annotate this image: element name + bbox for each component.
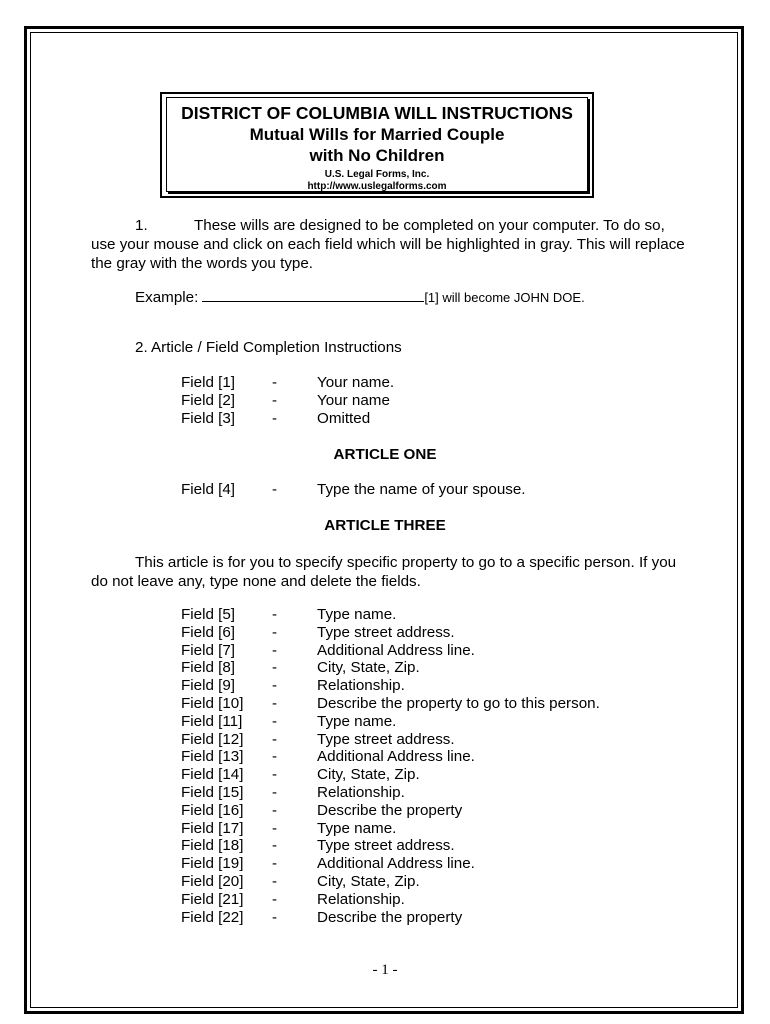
field-description: Relationship.	[317, 890, 405, 908]
field-dash: -	[272, 855, 278, 873]
field-label: Field [13]	[181, 748, 244, 766]
field-description: City, State, Zip.	[317, 872, 420, 890]
field-dash: -	[272, 801, 278, 819]
field-dash: -	[272, 837, 278, 855]
field-label: Field [16]	[181, 801, 244, 819]
field-label: Field [14]	[181, 766, 244, 784]
field-description: Describe the property to go to this person.	[317, 694, 600, 712]
field-dash: -	[272, 481, 278, 498]
section1-number: 1.	[135, 217, 148, 234]
section1-paragraph	[91, 216, 691, 273]
field-dash: -	[272, 623, 278, 641]
field-label: Field [4]	[181, 481, 236, 498]
field-description: Your name.	[317, 374, 395, 391]
field-dash: -	[272, 872, 278, 890]
field-dash: -	[272, 694, 278, 712]
document-subtitle-line2: with No Children	[309, 146, 445, 165]
field-dash: -	[272, 748, 278, 766]
field-label: Field [2]	[181, 391, 236, 409]
field-label: Field [3]	[181, 409, 236, 427]
field-description: Additional Address line.	[317, 748, 475, 766]
article-one-heading: ARTICLE ONE	[333, 446, 437, 463]
field-label: Field [7]	[181, 641, 236, 659]
field-label: Field [9]	[181, 677, 236, 695]
field-label: Field [12]	[181, 730, 244, 748]
field-description: Type street address.	[317, 730, 455, 748]
field-dash: -	[272, 712, 278, 730]
document-title: DISTRICT OF COLUMBIA WILL INSTRUCTIONS	[181, 103, 573, 123]
field-description: Type the name of your spouse.	[317, 481, 526, 498]
field-label: Field [22]	[181, 908, 244, 926]
company-name: U.S. Legal Forms, Inc.	[324, 169, 430, 180]
field-label: Field [20]	[181, 872, 244, 890]
section1-text-line1: These wills are designed to be completed on your computer. To do so,	[194, 217, 665, 234]
field-label: Field [5]	[181, 606, 236, 623]
field-description: Describe the property	[317, 801, 463, 819]
example-line	[135, 287, 585, 306]
field-dash: -	[272, 391, 278, 409]
example-suffix: [1] will become JOHN DOE.	[424, 290, 585, 305]
field-label: Field [17]	[181, 819, 244, 837]
field-description: Describe the property	[317, 908, 463, 926]
field-label: Field [1]	[181, 374, 236, 391]
section1-text-rest: use your mouse and click on each field which will be highlighted in gray. This will replace the gray with the words you type.	[91, 236, 685, 272]
field-dash: -	[272, 908, 278, 926]
field-label: Field [19]	[181, 855, 244, 873]
field-label: Field [8]	[181, 659, 236, 677]
title-box	[166, 97, 588, 192]
article-three-intro-line1: This article is for you to specify specific property to go to a specific person. If you	[135, 554, 677, 571]
field-description: Additional Address line.	[317, 641, 475, 659]
field-description: Relationship.	[317, 677, 405, 695]
field-dash: -	[272, 677, 278, 695]
field-dash: -	[272, 409, 278, 427]
field-dash: -	[272, 641, 278, 659]
field-dash: -	[272, 730, 278, 748]
field-label: Field [15]	[181, 783, 244, 801]
field-description: Omitted	[317, 409, 371, 427]
field-dash: -	[272, 783, 278, 801]
field-description: City, State, Zip.	[317, 659, 420, 677]
field-dash: -	[272, 374, 278, 391]
field-description: Type street address.	[317, 837, 455, 855]
field-label: Field [6]	[181, 623, 236, 641]
field-label: Field [11]	[181, 712, 243, 730]
field-dash: -	[272, 890, 278, 908]
field-label: Field [10]	[181, 694, 244, 712]
field-dash: -	[272, 766, 278, 784]
field-description: Type street address.	[317, 623, 455, 641]
example-label: Example:	[135, 289, 199, 306]
document-subtitle-line1: Mutual Wills for Married Couple	[249, 125, 505, 144]
field-description: Your name	[317, 391, 390, 409]
field-description: Type name.	[317, 606, 397, 623]
field-description: Type name.	[317, 712, 397, 730]
article-three-intro-line2: do not leave any, type none and delete the fields.	[91, 573, 421, 590]
field-description: City, State, Zip.	[317, 766, 420, 784]
field-description: Type name.	[317, 819, 397, 837]
field-description: Relationship.	[317, 783, 405, 801]
page-number: - 1 -	[372, 962, 398, 978]
company-website: http://www.uslegalforms.com	[307, 181, 447, 192]
field-dash: -	[272, 606, 278, 623]
field-label: Field [18]	[181, 837, 244, 855]
article-three-intro	[91, 553, 711, 591]
section2-heading: 2. Article / Field Completion Instructions	[135, 339, 402, 356]
field-description: Additional Address line.	[317, 855, 475, 873]
field-label: Field [21]	[181, 890, 244, 908]
example-blank	[202, 287, 424, 302]
field-dash: -	[272, 819, 278, 837]
field-dash: -	[272, 659, 278, 677]
article-three-heading: ARTICLE THREE	[324, 517, 446, 534]
